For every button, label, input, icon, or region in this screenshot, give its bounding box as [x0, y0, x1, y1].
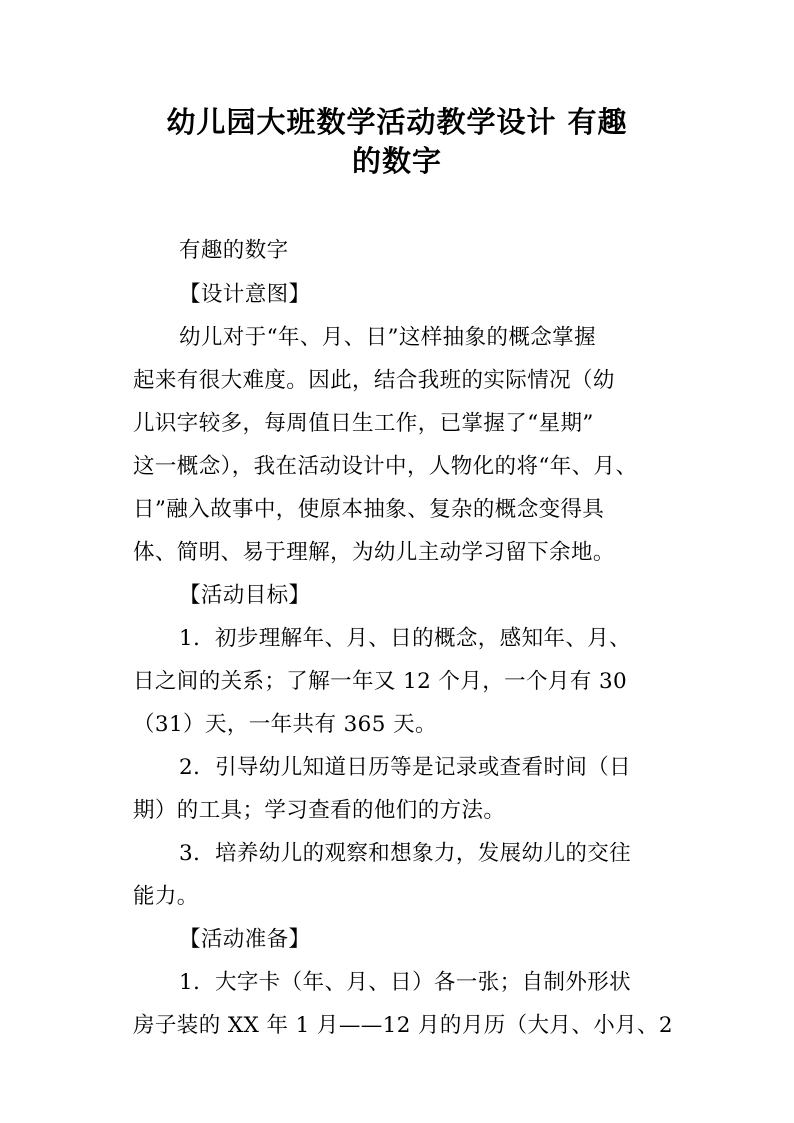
list-item-line: 房子装的 XX 年 1 月——12 月的月历（大月、小月、2	[133, 1013, 674, 1038]
paragraph-line: 体、简明、易于理解，为幼儿主动学习留下余地。	[133, 540, 615, 565]
section-heading-activity-preparation: 【活动准备】	[179, 927, 311, 952]
list-item-line: 2．引导幼儿知道日历等是记录或查看时间（日	[179, 755, 632, 780]
paragraph-line: 儿识字较多，每周值日生工作，已掌握了“星期”	[133, 411, 594, 436]
list-item-line: 能力。	[133, 884, 199, 909]
section-heading-design-intent: 【设计意图】	[179, 282, 311, 307]
list-item-line: 3．培养幼儿的观察和想象力，发展幼儿的交往	[179, 841, 632, 866]
list-item-line: 1．大字卡（年、月、日）各一张；自制外形状	[179, 970, 632, 995]
document-title-line2: 的数字	[351, 144, 442, 178]
section-heading-activity-goals: 【活动目标】	[179, 583, 311, 608]
paragraph-line: 起来有很大难度。因此，结合我班的实际情况（幼	[133, 368, 615, 393]
paragraph-line: 日”融入故事中，使原本抽象、复杂的概念变得具	[133, 497, 605, 522]
list-item-line: （31）天，一年共有 365 天。	[133, 712, 437, 737]
list-item-line: 期）的工具；学习查看的他们的方法。	[133, 798, 506, 823]
subtitle: 有趣的数字	[179, 238, 289, 263]
list-item-line: 1．初步理解年、月、日的概念，感知年、月、	[179, 626, 632, 651]
list-item-line: 日之间的关系；了解一年又 12 个月，一个月有 30	[133, 669, 628, 694]
paragraph-line: 这一概念），我在活动设计中，人物化的将“年、月、	[133, 454, 638, 479]
paragraph-line: 幼儿对于“年、月、日”这样抽象的概念掌握	[179, 325, 596, 350]
document-title-line1: 幼儿园大班数学活动教学设计 有趣	[166, 105, 628, 139]
